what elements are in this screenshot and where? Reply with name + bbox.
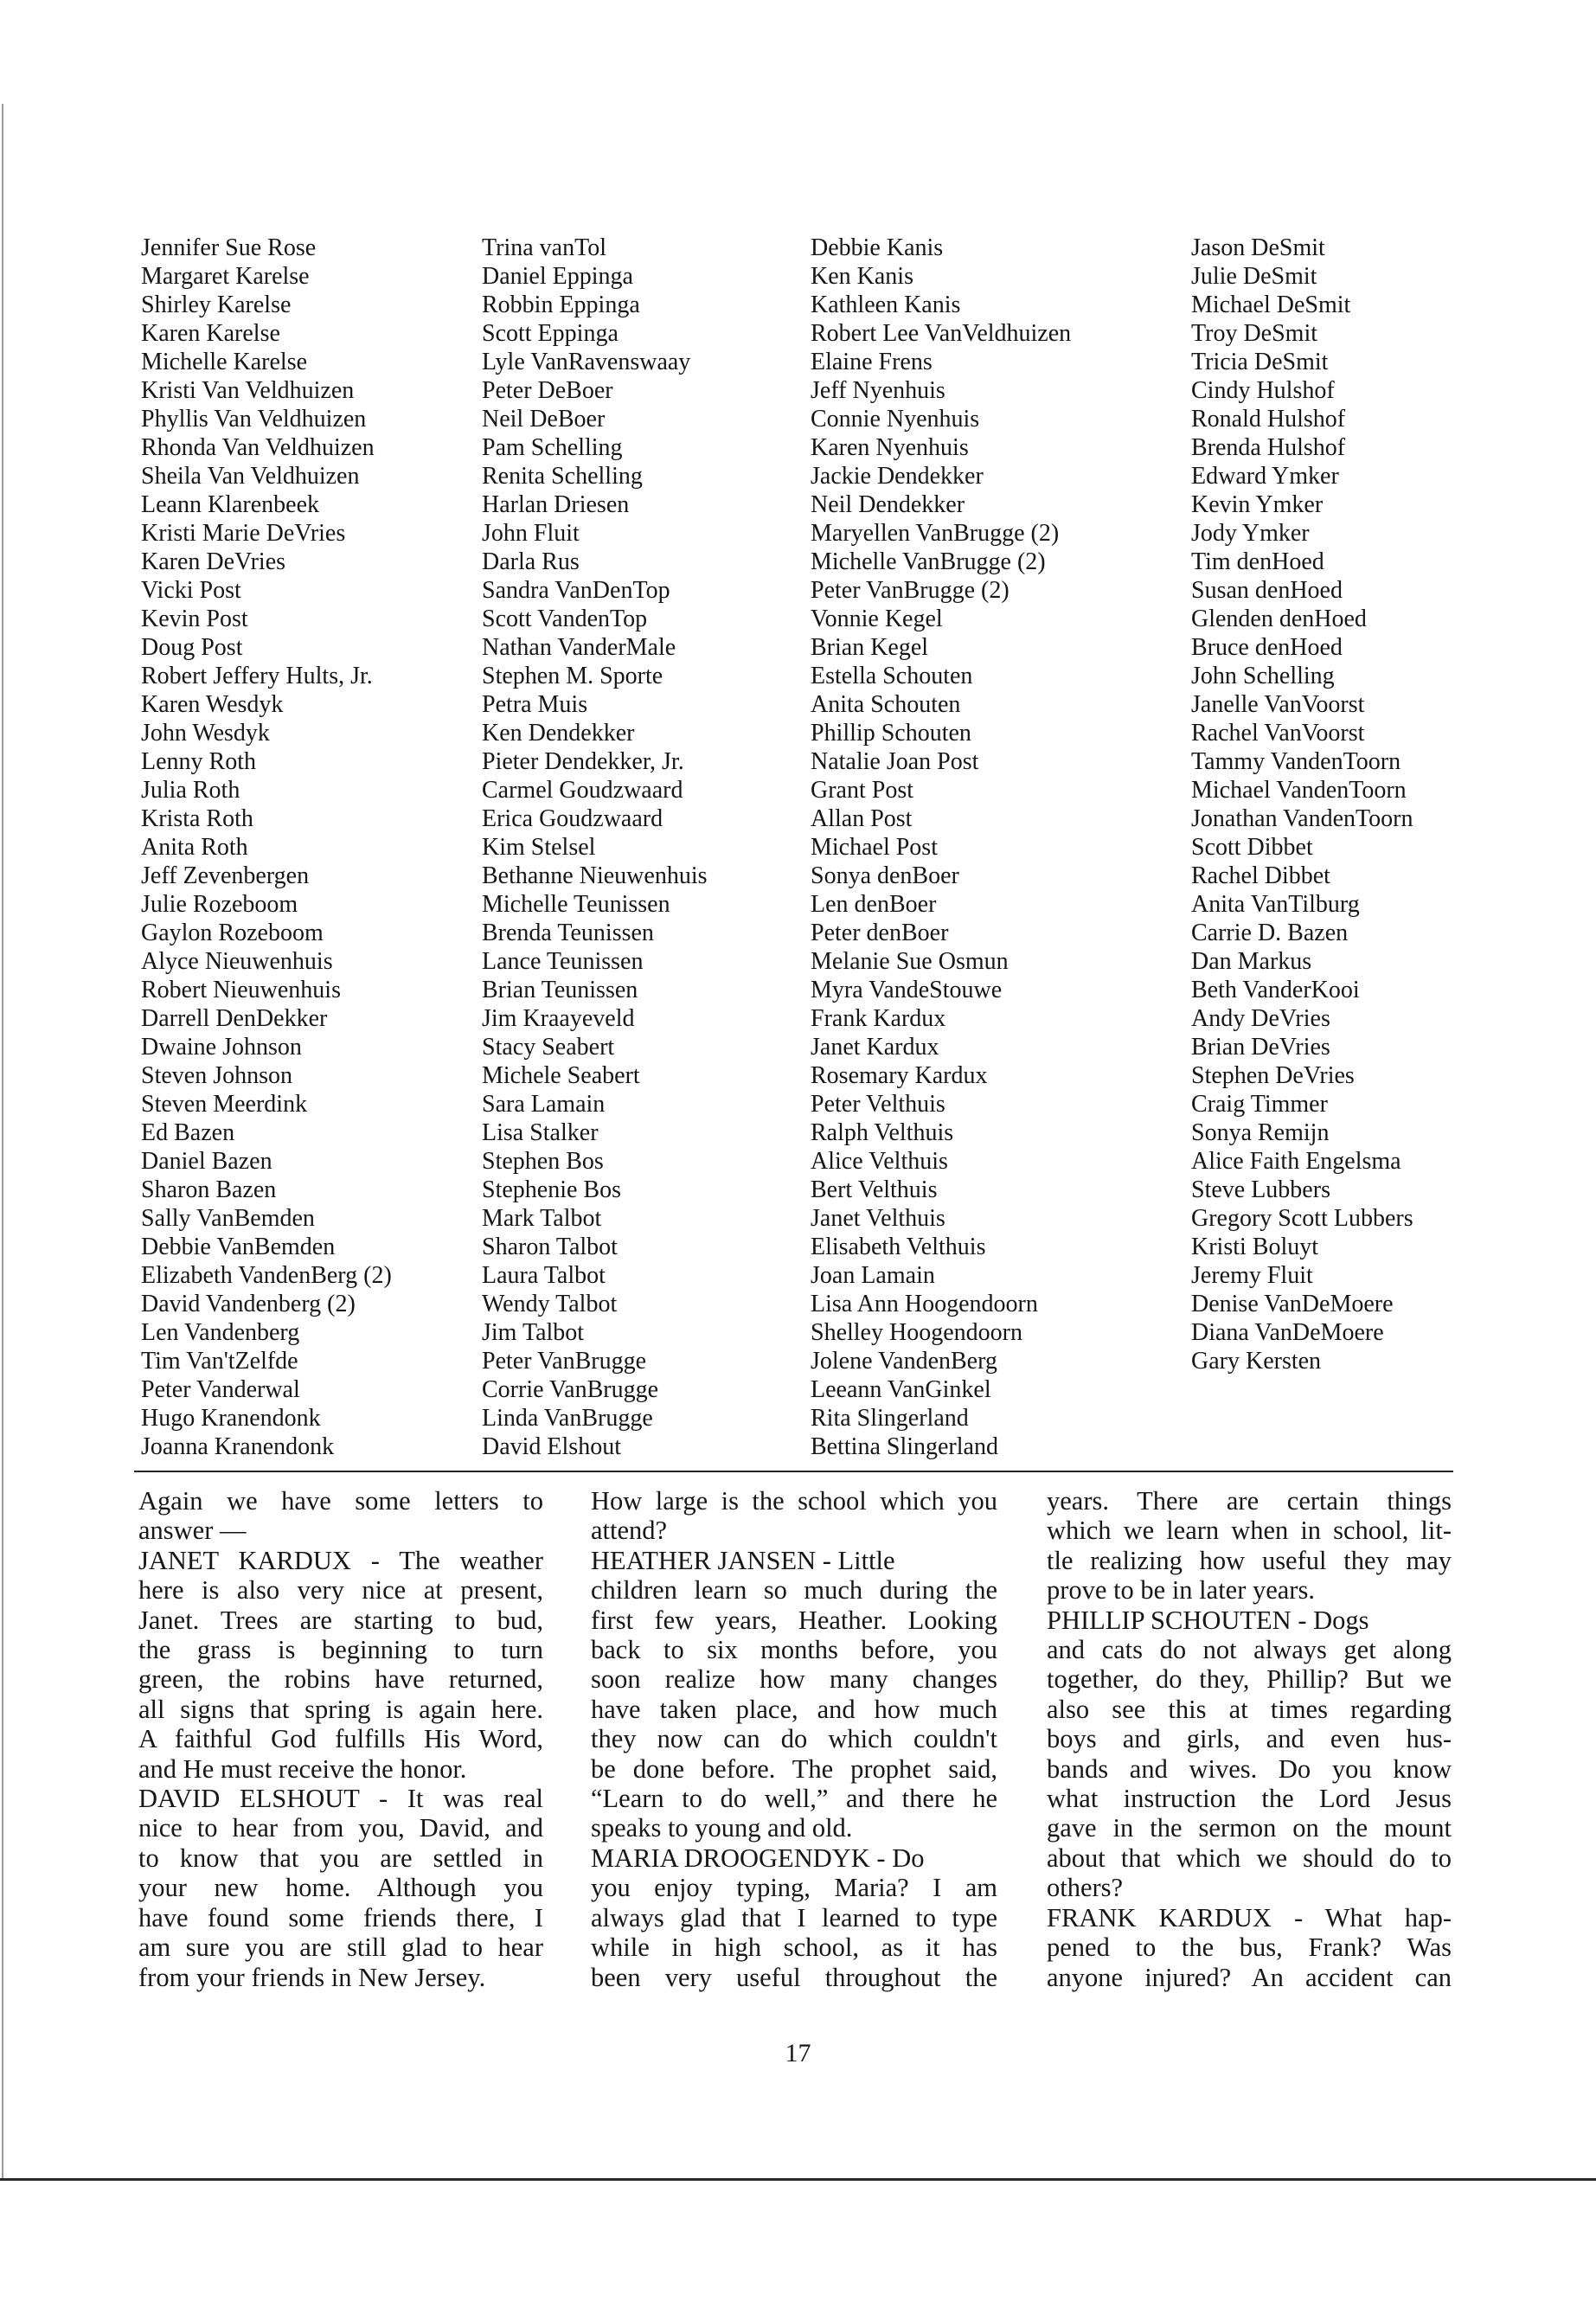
letter-line: have taken place, and how much xyxy=(591,1694,997,1724)
name-entry: David Vandenberg (2) xyxy=(141,1291,356,1317)
name-entry: Connie Nyenhuis xyxy=(811,406,980,433)
name-entry: Tammy VandenToorn xyxy=(1191,748,1401,775)
page-bottom-edge xyxy=(0,2178,1596,2181)
name-entry: Pam Schelling xyxy=(482,434,623,461)
name-entry: Julie Rozeboom xyxy=(141,891,298,918)
letter-line: you enjoy typing, Maria? I am xyxy=(591,1873,997,1903)
name-entry: Rhonda Van Veldhuizen xyxy=(141,434,375,461)
name-entry: Mark Talbot xyxy=(482,1205,602,1232)
letter-line: boys and girls, and even hus- xyxy=(1047,1724,1452,1754)
name-entry: Rosemary Kardux xyxy=(811,1062,988,1089)
name-entry: Hugo Kranendonk xyxy=(141,1405,321,1432)
name-entry: Lenny Roth xyxy=(141,748,256,775)
name-entry: Janet Kardux xyxy=(811,1034,939,1061)
name-entry: Janet Velthuis xyxy=(811,1205,945,1232)
name-entry: Debbie VanBemden xyxy=(141,1234,336,1260)
name-entry: Daniel Bazen xyxy=(141,1148,272,1175)
name-entry: Alice Faith Engelsma xyxy=(1191,1148,1401,1175)
name-entry: Beth VanderKooi xyxy=(1191,977,1360,1003)
name-entry: Stephen DeVries xyxy=(1191,1062,1355,1089)
name-entry: Bettina Slingerland xyxy=(811,1433,998,1460)
name-entry: Denise VanDeMoere xyxy=(1191,1291,1394,1317)
name-entry: Stephenie Bos xyxy=(482,1176,621,1203)
letter-line: what instruction the Lord Jesus xyxy=(1047,1784,1452,1814)
name-entry: Scott Dibbet xyxy=(1191,834,1313,861)
name-entry: Steven Johnson xyxy=(141,1062,292,1089)
letter-line: together, do they, Phillip? But we xyxy=(1047,1664,1452,1695)
letter-line: and cats do not always get along xyxy=(1047,1635,1452,1665)
letter-line: JANET KARDUX - The weather xyxy=(138,1545,543,1575)
letter-line: children learn so much during the xyxy=(591,1575,997,1606)
name-entry: Estella Schouten xyxy=(811,663,973,689)
name-entry: Allan Post xyxy=(811,805,913,832)
name-entry: Kristi Marie DeVries xyxy=(141,520,346,547)
name-entry: Robert Lee VanVeldhuizen xyxy=(811,320,1072,347)
name-entry: Sharon Talbot xyxy=(482,1234,618,1260)
name-entry: Michael Post xyxy=(811,834,938,861)
section-divider xyxy=(134,1471,1453,1472)
name-entry: Melanie Sue Osmun xyxy=(811,948,1009,975)
name-entry: Elizabeth VandenBerg (2) xyxy=(141,1262,392,1289)
letter-line: PHILLIP SCHOUTEN - Dogs xyxy=(1047,1605,1369,1635)
name-entry: Sally VanBemden xyxy=(141,1205,315,1232)
letter-line: “Learn to do well,” and there he xyxy=(591,1784,997,1814)
letter-line: soon realize how many changes xyxy=(591,1664,997,1695)
name-entry: Len Vandenberg xyxy=(141,1319,300,1346)
name-entry: Tim denHoed xyxy=(1191,548,1324,575)
letter-line: nice to hear from you, David, and xyxy=(138,1813,543,1843)
letter-line: from your friends in New Jersey. xyxy=(138,1962,486,1992)
name-entry: Michelle Karelse xyxy=(141,349,308,375)
name-entry: Karen DeVries xyxy=(141,548,286,575)
name-entry: Vicki Post xyxy=(141,577,241,604)
name-entry: Karen Nyenhuis xyxy=(811,434,969,461)
name-entry: Kevin Post xyxy=(141,606,248,632)
name-entry: Gregory Scott Lubbers xyxy=(1191,1205,1413,1232)
letter-line: about that which we should do to xyxy=(1047,1843,1452,1873)
name-entry: Peter DeBoer xyxy=(482,377,613,404)
name-entry: Brian DeVries xyxy=(1191,1034,1330,1061)
name-entry: Gary Kersten xyxy=(1191,1348,1322,1375)
name-entry: Jason DeSmit xyxy=(1191,234,1325,261)
name-entry: Pieter Dendekker, Jr. xyxy=(482,748,684,775)
name-entry: Sandra VanDenTop xyxy=(482,577,670,604)
name-entry: Doug Post xyxy=(141,634,243,661)
name-entry: Leann Klarenbeek xyxy=(141,491,319,518)
name-entry: Daniel Eppinga xyxy=(482,263,633,290)
letter-line: tle realizing how useful they may xyxy=(1047,1545,1452,1575)
name-entry: Brenda Teunissen xyxy=(482,920,654,946)
letter-line: DAVID ELSHOUT - It was real xyxy=(138,1784,543,1814)
letter-line: FRANK KARDUX - What hap- xyxy=(1047,1902,1452,1932)
name-entry: Trina vanTol xyxy=(482,234,607,261)
letter-line: to know that you are settled in xyxy=(138,1843,543,1873)
name-entry: Vonnie Kegel xyxy=(811,606,943,632)
name-entry: Stephen M. Sporte xyxy=(482,663,663,689)
name-entry: Andy DeVries xyxy=(1191,1005,1330,1032)
name-entry: Alyce Nieuwenhuis xyxy=(141,948,333,975)
letter-line: gave in the sermon on the mount xyxy=(1047,1813,1452,1843)
name-entry: Dan Markus xyxy=(1191,948,1312,975)
name-entry: Sharon Bazen xyxy=(141,1176,277,1203)
name-entry: Phillip Schouten xyxy=(811,720,971,747)
name-entry: Margaret Karelse xyxy=(141,263,310,290)
name-entry: Len denBoer xyxy=(811,891,937,918)
letters-column-3 xyxy=(1047,1486,1452,1997)
letter-line: speaks to young and old. xyxy=(591,1813,853,1843)
name-entry: Brian Teunissen xyxy=(482,977,638,1003)
name-entry: Cindy Hulshof xyxy=(1191,377,1335,404)
name-entry: Kathleen Kanis xyxy=(811,292,961,318)
name-entry: Janelle VanVoorst xyxy=(1191,691,1365,718)
letter-line: Janet. Trees are starting to bud, xyxy=(138,1605,543,1635)
name-entry: Michael VandenToorn xyxy=(1191,777,1407,804)
name-entry: Robbin Eppinga xyxy=(482,292,640,318)
letter-line: have found some friends there, I xyxy=(138,1902,543,1932)
letter-line: here is also very nice at present, xyxy=(138,1575,543,1606)
name-entry: Michelle Teunissen xyxy=(482,891,670,918)
name-entry: Joan Lamain xyxy=(811,1262,935,1289)
name-entry: Lyle VanRavenswaay xyxy=(482,349,691,375)
letter-line: the grass is beginning to turn xyxy=(138,1635,543,1665)
name-entry: Julie DeSmit xyxy=(1191,263,1317,290)
name-entry: Krista Roth xyxy=(141,805,253,832)
name-entry: Peter denBoer xyxy=(811,920,949,946)
name-entry: Sheila Van Veldhuizen xyxy=(141,463,360,490)
name-entry: Jonathan VandenToorn xyxy=(1191,805,1413,832)
letter-line: bands and wives. Do you know xyxy=(1047,1753,1452,1784)
name-entry: Edward Ymker xyxy=(1191,463,1339,490)
name-entry: Jody Ymker xyxy=(1191,520,1310,547)
name-entry: Brenda Hulshof xyxy=(1191,434,1346,461)
name-entry: Carrie D. Bazen xyxy=(1191,920,1349,946)
name-entry: Alice Velthuis xyxy=(811,1148,948,1175)
name-entry: Linda VanBrugge xyxy=(482,1405,653,1432)
name-entry: Frank Kardux xyxy=(811,1005,946,1032)
letter-line: green, the robins have returned, xyxy=(138,1664,543,1695)
name-entry: Gaylon Rozeboom xyxy=(141,920,324,946)
name-entry: Anita Schouten xyxy=(811,691,961,718)
name-entry: Wendy Talbot xyxy=(482,1291,618,1317)
name-entry: Shelley Hoogendoorn xyxy=(811,1319,1022,1346)
name-entry: Sara Lamain xyxy=(482,1091,606,1118)
name-entry: John Schelling xyxy=(1191,663,1335,689)
names-column-3 xyxy=(811,234,1071,1461)
name-entry: Michelle VanBrugge (2) xyxy=(811,548,1046,575)
name-entry: Elisabeth Velthuis xyxy=(811,1234,986,1260)
name-entry: Corrie VanBrugge xyxy=(482,1376,658,1403)
name-entry: Dwaine Johnson xyxy=(141,1034,302,1061)
name-entry: Carmel Goudzwaard xyxy=(482,777,683,804)
name-entry: Neil Dendekker xyxy=(811,491,965,518)
name-entry: Grant Post xyxy=(811,777,913,804)
letter-line: been very useful throughout the xyxy=(591,1962,997,1992)
name-entry: Jim Kraayeveld xyxy=(482,1005,635,1032)
letter-line: all signs that spring is again here. xyxy=(138,1694,543,1724)
name-entry: Harlan Driesen xyxy=(482,491,630,518)
names-column-2 xyxy=(482,234,708,1461)
name-entry: Ken Dendekker xyxy=(482,720,635,747)
name-entry: Scott VandenTop xyxy=(482,606,648,632)
letter-line: back to six months before, you xyxy=(591,1635,997,1665)
name-entry: Kristi Van Veldhuizen xyxy=(141,377,355,404)
name-entry: Craig Timmer xyxy=(1191,1091,1328,1118)
name-entry: Peter Vanderwal xyxy=(141,1376,300,1403)
name-entry: Scott Eppinga xyxy=(482,320,619,347)
name-entry: Ed Bazen xyxy=(141,1119,235,1146)
name-entry: Renita Schelling xyxy=(482,463,643,490)
name-entry: Karen Karelse xyxy=(141,320,280,347)
name-entry: Michele Seabert xyxy=(482,1062,640,1089)
letter-line: anyone injured? An accident can xyxy=(1047,1962,1452,1992)
name-entry: Anita VanTilburg xyxy=(1191,891,1360,918)
letter-line: pened to the bus, Frank? Was xyxy=(1047,1932,1452,1963)
name-entry: Sonya denBoer xyxy=(811,862,959,889)
name-entry: Debbie Kanis xyxy=(811,234,944,261)
name-entry: Bruce denHoed xyxy=(1191,634,1343,661)
letter-line: answer — xyxy=(138,1516,247,1546)
name-entry: Peter VanBrugge (2) xyxy=(811,577,1010,604)
name-entry: Robert Nieuwenhuis xyxy=(141,977,341,1003)
name-entry: Natalie Joan Post xyxy=(811,748,979,775)
name-entry: Rachel VanVoorst xyxy=(1191,720,1365,747)
name-entry: Jolene VandenBerg xyxy=(811,1348,997,1375)
letter-line: always glad that I learned to type xyxy=(591,1902,997,1932)
name-entry: Rita Slingerland xyxy=(811,1405,969,1432)
name-entry: Bert Velthuis xyxy=(811,1176,938,1203)
name-entry: Jeremy Fluit xyxy=(1191,1262,1313,1289)
letters-column-1 xyxy=(138,1486,543,1997)
letter-line: which we learn when in school, lit- xyxy=(1047,1516,1452,1546)
name-entry: Tim Van'tZelfde xyxy=(141,1348,298,1375)
name-entry: Jeff Zevenbergen xyxy=(141,862,310,889)
name-entry: Stephen Bos xyxy=(482,1148,604,1175)
letter-line: MARIA DROOGENDYK - Do xyxy=(591,1843,925,1873)
name-entry: Elaine Frens xyxy=(811,349,933,375)
name-entry: Anita Roth xyxy=(141,834,248,861)
name-entry: Lisa Ann Hoogendoorn xyxy=(811,1291,1038,1317)
name-entry: Stacy Seabert xyxy=(482,1034,615,1061)
name-entry: Steven Meerdink xyxy=(141,1091,308,1118)
letter-line: and He must receive the honor. xyxy=(138,1753,467,1784)
name-entry: Shirley Karelse xyxy=(141,292,292,318)
names-column-4 xyxy=(1191,234,1413,1375)
name-entry: Steve Lubbers xyxy=(1191,1176,1330,1203)
name-entry: Joanna Kranendonk xyxy=(141,1433,335,1460)
name-entry: Sonya Remijn xyxy=(1191,1119,1330,1146)
name-entry: Tricia DeSmit xyxy=(1191,349,1329,375)
name-entry: Petra Muis xyxy=(482,691,588,718)
names-column-1 xyxy=(141,234,392,1461)
letter-line: Again we have some letters to xyxy=(138,1486,543,1516)
letter-line: How large is the school which you xyxy=(591,1486,997,1516)
name-entry: Peter VanBrugge xyxy=(482,1348,646,1375)
letter-line: they now can do which couldn't xyxy=(591,1724,997,1754)
name-entry: Ken Kanis xyxy=(811,263,913,290)
name-entry: Kim Stelsel xyxy=(482,834,596,861)
name-entry: Lance Teunissen xyxy=(482,948,644,975)
letter-line: years. There are certain things xyxy=(1047,1486,1452,1516)
name-entry: Phyllis Van Veldhuizen xyxy=(141,406,367,433)
name-entry: Robert Jeffery Hults, Jr. xyxy=(141,663,373,689)
letter-line: also see this at times regarding xyxy=(1047,1694,1452,1724)
name-entry: Jennifer Sue Rose xyxy=(141,234,317,261)
letter-line: others? xyxy=(1047,1873,1124,1903)
letter-line: am sure you are still glad to hear xyxy=(138,1932,543,1963)
name-entry: Troy DeSmit xyxy=(1191,320,1318,347)
name-entry: Jackie Dendekker xyxy=(811,463,984,490)
name-entry: John Fluit xyxy=(482,520,580,547)
name-entry: Nathan VanderMale xyxy=(482,634,676,661)
letter-line: while in high school, as it has xyxy=(591,1932,997,1963)
name-entry: Rachel Dibbet xyxy=(1191,862,1330,889)
name-entry: Julia Roth xyxy=(141,777,240,804)
name-entry: Peter Velthuis xyxy=(811,1091,945,1118)
name-entry: Jeff Nyenhuis xyxy=(811,377,945,404)
letter-line: be done before. The prophet said, xyxy=(591,1753,997,1784)
name-entry: Lisa Stalker xyxy=(482,1119,599,1146)
page-number: 17 xyxy=(785,2039,811,2067)
name-entry: Glenden denHoed xyxy=(1191,606,1367,632)
name-entry: Darla Rus xyxy=(482,548,580,575)
letter-line: HEATHER JANSEN - Little xyxy=(591,1545,895,1575)
name-entry: Bethanne Nieuwenhuis xyxy=(482,862,708,889)
name-entry: Ronald Hulshof xyxy=(1191,406,1346,433)
name-entry: Susan denHoed xyxy=(1191,577,1343,604)
name-entry: Brian Kegel xyxy=(811,634,929,661)
name-entry: Darrell DenDekker xyxy=(141,1005,328,1032)
name-entry: Myra VandeStouwe xyxy=(811,977,1003,1003)
name-entry: David Elshout xyxy=(482,1433,621,1460)
name-entry: Michael DeSmit xyxy=(1191,292,1351,318)
name-entry: Jim Talbot xyxy=(482,1319,585,1346)
letter-line: prove to be in later years. xyxy=(1047,1575,1315,1606)
letter-line: A faithful God fulfills His Word, xyxy=(138,1724,543,1754)
name-entry: Leeann VanGinkel xyxy=(811,1376,991,1403)
name-entry: John Wesdyk xyxy=(141,720,270,747)
names-list xyxy=(138,234,1471,1471)
letter-line: your new home. Although you xyxy=(138,1873,543,1903)
scan-edge-line xyxy=(2,104,3,2180)
name-entry: Kevin Ymker xyxy=(1191,491,1324,518)
name-entry: Diana VanDeMoere xyxy=(1191,1319,1384,1346)
name-entry: Erica Goudzwaard xyxy=(482,805,663,832)
letter-line: first few years, Heather. Looking xyxy=(591,1605,997,1635)
name-entry: Karen Wesdyk xyxy=(141,691,284,718)
name-entry: Neil DeBoer xyxy=(482,406,606,433)
name-entry: Ralph Velthuis xyxy=(811,1119,954,1146)
name-entry: Laura Talbot xyxy=(482,1262,606,1289)
name-entry: Maryellen VanBrugge (2) xyxy=(811,520,1060,547)
letter-line: attend? xyxy=(591,1516,668,1546)
letters-column-2 xyxy=(591,1486,997,1997)
name-entry: Kristi Boluyt xyxy=(1191,1234,1319,1260)
